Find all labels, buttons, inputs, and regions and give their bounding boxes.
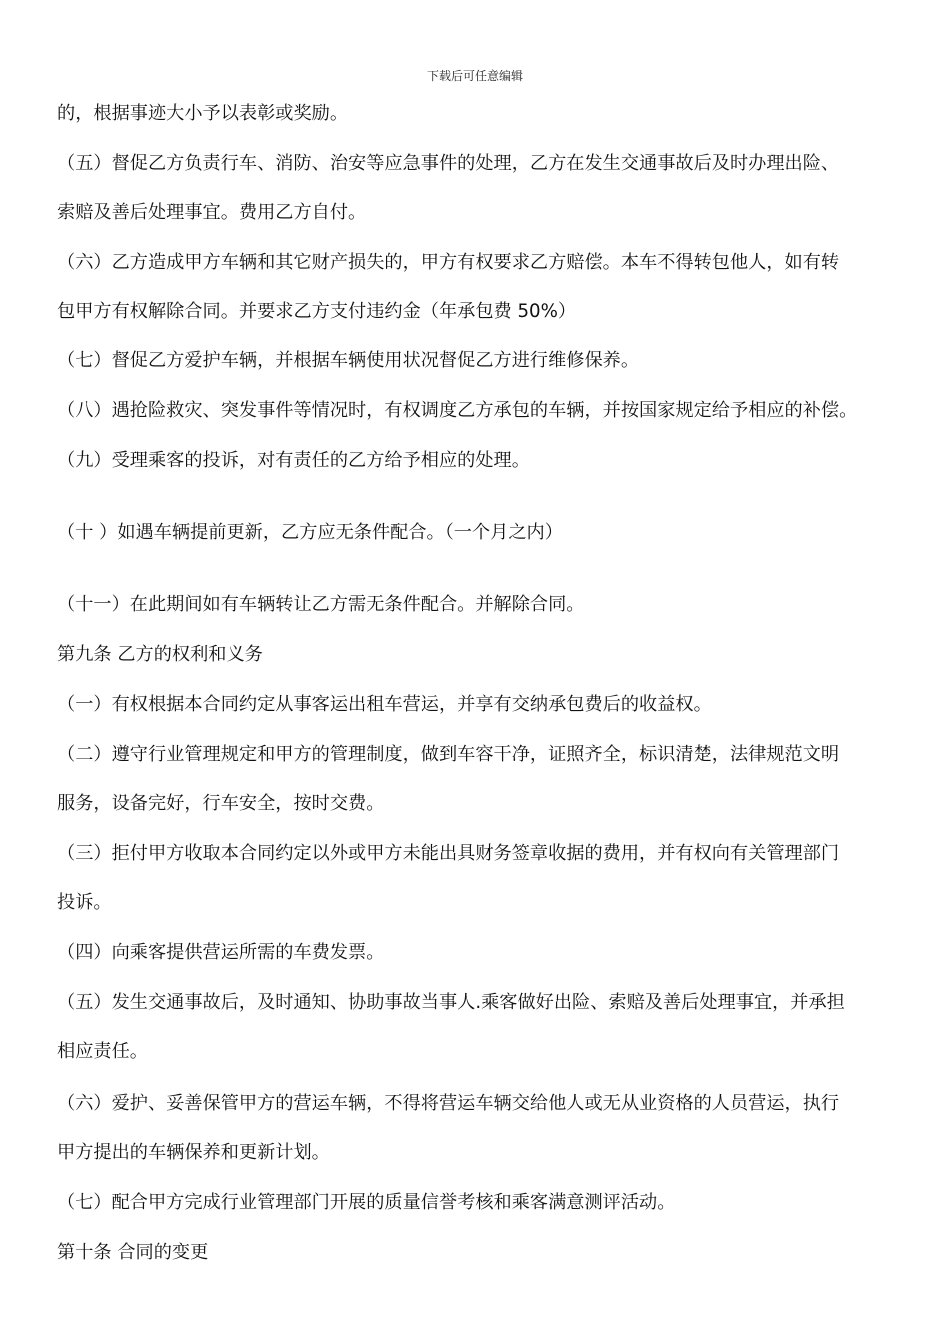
text-line: 服务，设备完好，行车安全，按时交费。 [57, 793, 385, 814]
text-line: （六）爱护、妥善保管甲方的营运车辆，不得将营运车辆交给他人或无从业资格的人员营运，执行 [57, 1093, 840, 1114]
text-line: 相应责任。 [57, 1041, 148, 1062]
section-heading: 第九条 乙方的权利和义务 [57, 644, 263, 665]
text-line: （十 ）如遇车辆提前更新，乙方应无条件配合。（一个月之内） [57, 522, 563, 543]
text-line: 包甲方有权解除合同。并要求乙方支付违约金（年承包费 50%） [57, 301, 577, 322]
text-line: （五）发生交通事故后，及时通知、协助事故当事人.乘客做好出险、索赔及善后处理事宜，并承担 [57, 992, 845, 1013]
text-line: 的，根据事迹大小予以表彰或奖励。 [57, 103, 349, 124]
text-line: （二）遵守行业管理规定和甲方的管理制度，做到车容干净，证照齐全，标识清楚，法律规范文明 [57, 744, 840, 765]
text-line: 投诉。 [57, 892, 112, 913]
text-line: （十一）在此期间如有车辆转让乙方需无条件配合。并解除合同。 [57, 594, 585, 615]
text-line: （五）督促乙方负责行车、消防、治安等应急事件的处理，乙方在发生交通事故后及时办理出险、 [57, 153, 840, 174]
text-line: （七）督促乙方爱护车辆，并根据车辆使用状况督促乙方进行维修保养。 [57, 350, 640, 371]
text-line: （一）有权根据本合同约定从事客运出租车营运，并享有交纳承包费后的收益权。 [57, 694, 712, 715]
text-line: （六）乙方造成甲方车辆和其它财产损失的，甲方有权要求乙方赔偿。本车不得转包他人，如有转 [57, 252, 840, 273]
text-line: （八）遇抢险救灾、突发事件等情况时，有权调度乙方承包的车辆，并按国家规定给予相应的补偿。 [57, 400, 858, 421]
text-line: （九）受理乘客的投诉，对有责任的乙方给予相应的处理。 [57, 450, 530, 471]
text-line: （七）配合甲方完成行业管理部门开展的质量信誉考核和乘客满意测评活动。 [57, 1192, 676, 1213]
text-line: 索赔及善后处理事宜。费用乙方自付。 [57, 202, 367, 223]
text-line: （三）拒付甲方收取本合同约定以外或甲方未能出具财务签章收据的费用，并有权向有关管理部门 [57, 843, 840, 864]
section-heading: 第十条 合同的变更 [57, 1242, 209, 1263]
text-line: （四）向乘客提供营运所需的车费发票。 [57, 942, 385, 963]
text-line: 甲方提出的车辆保养和更新计划。 [57, 1142, 330, 1163]
page-header: 下载后可任意编辑 [426, 69, 523, 83]
